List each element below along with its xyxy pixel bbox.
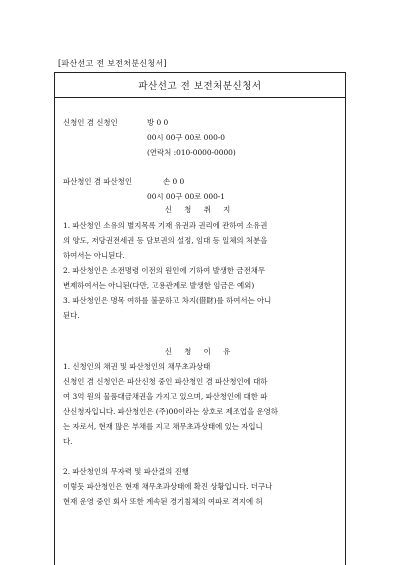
purpose-heading: 신 청 취 지 (164, 205, 236, 214)
reasons-section1-title: 1. 신청인의 채권 및 파산청인의 채무초과상태 (63, 362, 211, 371)
document-title: 파산선고 전 보전처분신청서 (55, 73, 345, 98)
reasons-line: 이렇듯 파산청인은 현재 채무초과상태에 확진 상황입니다. 더구나 (63, 482, 273, 491)
reasons-section2-title: 2. 파산청인의 무자력 및 파산결의 진행 (63, 467, 189, 476)
purpose-line: 변제하여서는 아니된(다만, 고용관계로 발생한 임금은 예외) (63, 281, 255, 290)
purpose-line: 2. 파산청인은 소전명령 이전의 원인에 기하여 발생한 금전채무 (63, 266, 265, 275)
reasons-line: 다. (63, 437, 73, 446)
respondent-name: 손 0 0 (163, 177, 185, 186)
respondent-label: 파산청인 겸 파산청인 (63, 177, 132, 186)
purpose-line: 3. 파산청인은 명목 여하를 불문하고 차지(借財)를 하여서는 아니 (63, 296, 272, 305)
applicant-phone: (연락처 :010-0000-0000) (147, 148, 236, 157)
applicant-address: 00시 00구 00로 000-0 (147, 133, 225, 142)
reasons-line: 신청인 겸 신청인은 파산신청 중인 파산청인 겸 파산청인에 대하 (63, 377, 268, 386)
reasons-line: 산신청자입니다. 파산청인은 (주)00이라는 상호로 제조업을 운영하 (63, 407, 278, 416)
purpose-line: 된다. (63, 311, 80, 320)
document-box (54, 72, 346, 565)
reasons-line: 는 자로서, 현재 많은 부채를 지고 채무초과상태에 있는 자입니 (63, 422, 263, 431)
reasons-line: 현재 운영 중인 회사 또한 계속된 경기침체의 여파로 격지에 허 (63, 497, 263, 506)
reasons-heading: 신 청 이 유 (164, 347, 236, 356)
respondent-address: 00시 00구 00로 000-1 (147, 192, 225, 201)
purpose-line: 1. 파산청인 소유의 별지목록 기재 유권과 권리에 관하여 소유권 (63, 221, 268, 230)
reasons-line: 여 3억 원의 물품대금채권을 가지고 있으며, 파산청인에 대한 파 (63, 392, 268, 401)
applicant-name: 방 0 0 (147, 118, 169, 127)
purpose-line: 하여서는 아니된다. (63, 251, 125, 260)
form-tag: [파산선고 전 보전처분신청서] (58, 59, 167, 68)
purpose-line: 의 양도, 저당권전세권 등 담보권의 설정, 임대 등 일체의 처분을 (63, 236, 268, 245)
applicant-label: 신청인 겸 신청인 (63, 118, 118, 127)
